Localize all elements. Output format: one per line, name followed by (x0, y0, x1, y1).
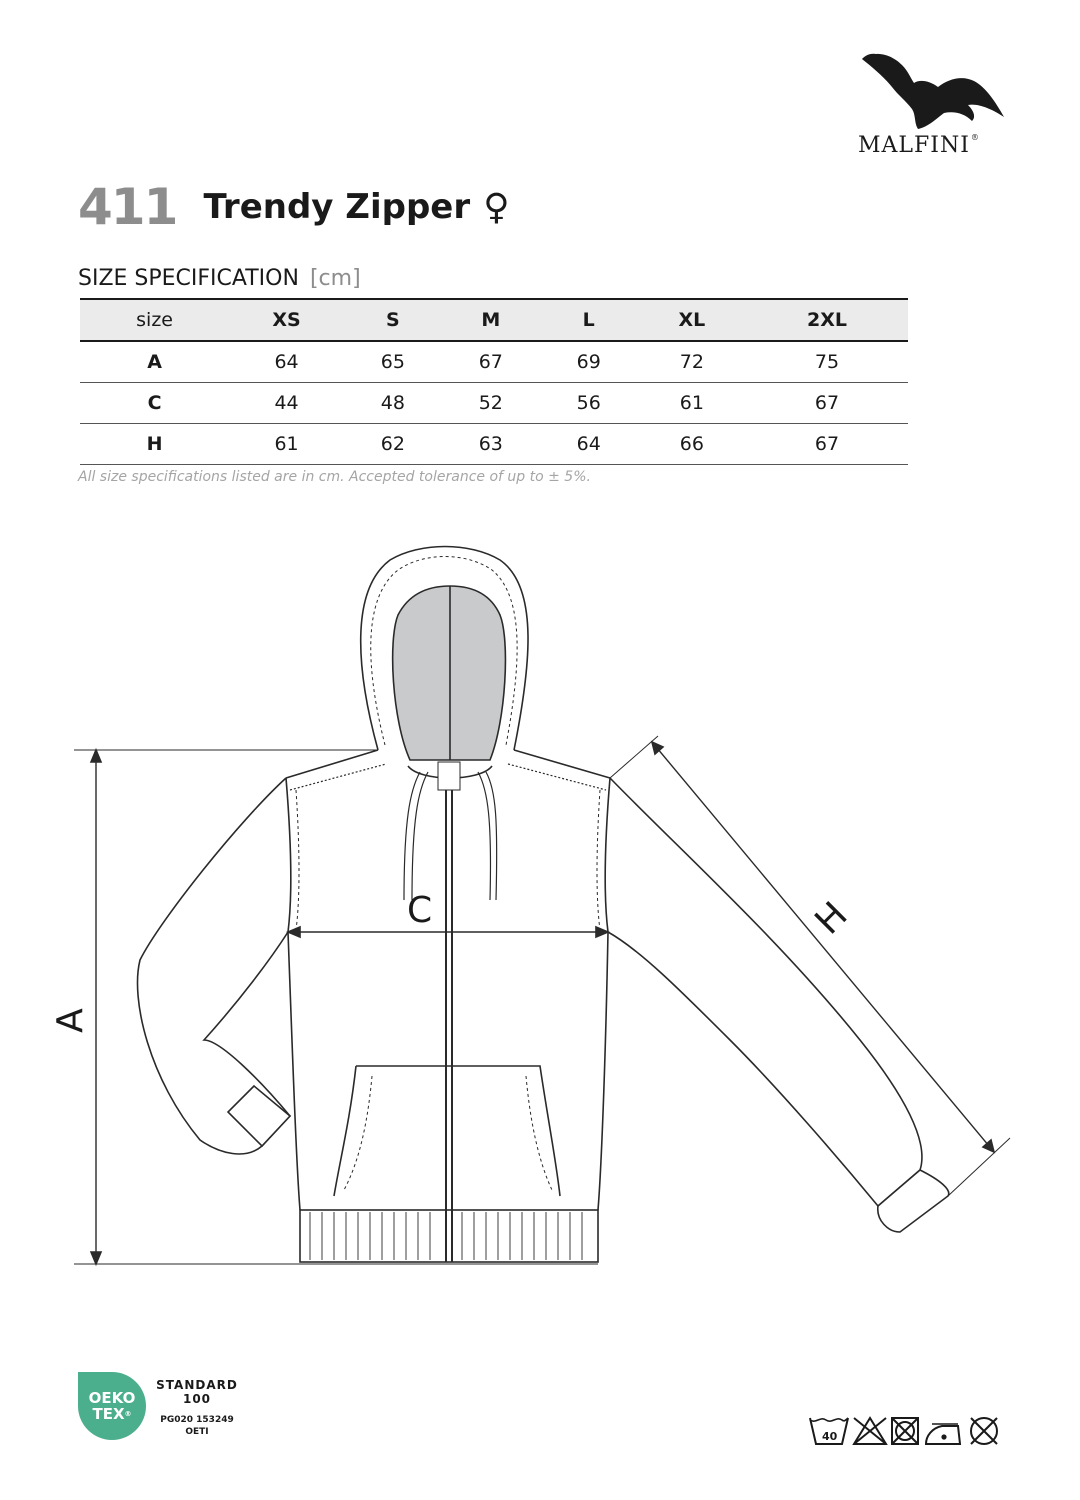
table-header-cell: M (481, 309, 501, 331)
wash-temperature: 40 (822, 1430, 838, 1443)
table-cell: 66 (679, 433, 704, 455)
table-cell: 69 (576, 351, 601, 373)
right-sleeve (608, 778, 922, 1206)
table-cell: 56 (576, 392, 601, 414)
table-cell: H (146, 433, 163, 455)
left-cuff (228, 1086, 290, 1146)
table-row (80, 383, 908, 424)
right-shoulder (514, 750, 610, 778)
tolerance-note: All size specifications listed are in cm. Accepted tolerance of up to ± 5%. (78, 469, 591, 485)
table-cell: 75 (814, 351, 840, 373)
brand-logo (850, 45, 1010, 163)
dimension-c-label: C (407, 890, 433, 931)
garment-diagram (0, 520, 1080, 1300)
table-cell: 67 (814, 392, 840, 414)
oeko-standard: STANDARD 100 (156, 1378, 238, 1406)
table-cell: 67 (814, 433, 840, 455)
no-dry-clean-icon (971, 1418, 997, 1444)
table-cell: 64 (274, 351, 299, 373)
spec-heading: SIZE SPECIFICATION [cm] (78, 266, 361, 291)
table-cell: C (147, 392, 162, 414)
hoodie-drawing (0, 520, 1080, 1300)
no-tumble-dry-icon (892, 1418, 918, 1444)
hem-rib (300, 1210, 598, 1262)
table-cell: 67 (478, 351, 503, 373)
table-row (80, 341, 908, 383)
oeko-tex-logo: OEKO TEX® (78, 1372, 146, 1440)
hood-opening (393, 586, 506, 760)
eagle-icon (858, 45, 1008, 131)
right-cuff (878, 1170, 949, 1232)
table-cell: 44 (274, 392, 299, 414)
iron-low-icon (926, 1424, 960, 1444)
table-header-row (80, 299, 908, 341)
dimension-a-label: A (49, 1008, 91, 1033)
table-cell: 52 (478, 392, 503, 414)
table-cell: 65 (380, 351, 405, 373)
table-cell: A (147, 351, 162, 373)
table-cell: 61 (679, 392, 704, 414)
table-row (80, 424, 908, 465)
drawstring-right (478, 772, 491, 900)
brand-name: MALFINI® (858, 133, 980, 158)
dimension-h-line (652, 742, 994, 1152)
table-cell: 64 (576, 433, 601, 455)
model-name: Trendy Zipper (203, 187, 471, 227)
care-symbols (808, 1414, 1008, 1448)
size-table (80, 298, 908, 465)
no-bleach-icon (854, 1418, 886, 1444)
table-header-cell: L (582, 309, 595, 331)
oeko-code: PG020 153249 OETI (160, 1415, 234, 1437)
left-shoulder (286, 750, 378, 778)
product-title (78, 178, 510, 248)
table-header-cell: size (136, 309, 173, 331)
table-cell: 72 (679, 351, 704, 373)
female-icon: ♀ (483, 186, 510, 228)
model-number: 411 (78, 178, 177, 236)
table-header-cell: S (386, 309, 400, 331)
table-cell: 62 (380, 433, 405, 455)
oeko-tex-badge (78, 1372, 258, 1444)
dimension-h-label: H (807, 894, 856, 943)
table-cell: 61 (274, 433, 299, 455)
table-header-cell: 2XL (807, 309, 848, 331)
table-header-cell: XL (678, 309, 706, 331)
table-cell: 63 (478, 433, 503, 455)
table-cell: 48 (380, 392, 405, 414)
table-header-cell: XS (272, 309, 301, 331)
right-body-side (598, 778, 610, 1210)
left-body-side (286, 778, 300, 1210)
